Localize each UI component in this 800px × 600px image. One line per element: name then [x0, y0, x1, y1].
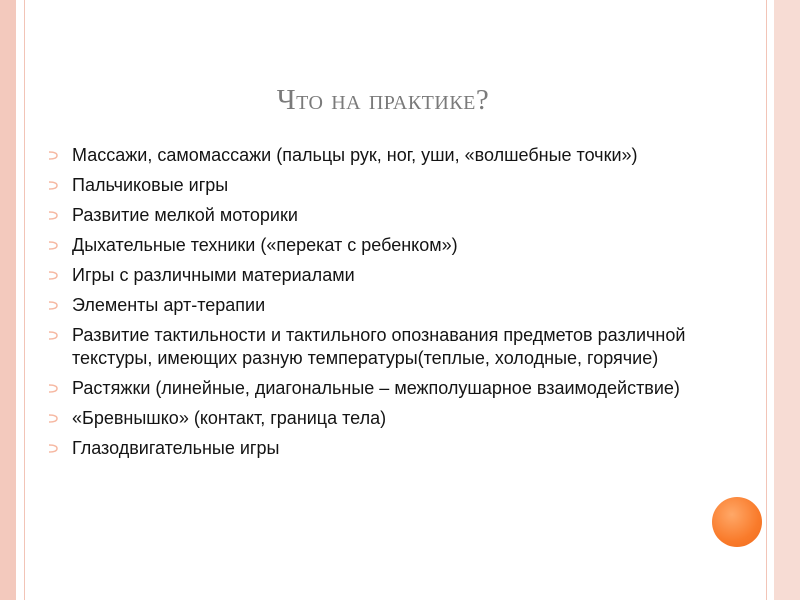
curly-bullet-icon: [48, 181, 59, 190]
list-item: [48, 144, 748, 167]
bullet-list: [48, 144, 748, 467]
curly-bullet-icon: [48, 211, 59, 220]
list-item-text: Развитие мелкой моторики: [72, 205, 298, 225]
list-item: [48, 437, 748, 460]
curly-bullet-icon: [48, 241, 59, 250]
list-item: [48, 264, 748, 287]
list-item-text: Игры с различными материалами: [72, 265, 355, 285]
list-item: [48, 174, 748, 197]
list-item: [48, 204, 748, 227]
slide-title: Что на практике?: [276, 84, 490, 116]
curly-bullet-icon: [48, 301, 59, 310]
list-item-text: Развитие тактильности и тактильного опознавания предметов различной текстуры, имеющих разную температуры(теплые, холодные, горячие): [72, 325, 686, 368]
list-item-text: Дыхательные техники («перекат с ребенком»): [72, 235, 458, 255]
list-item-text: Элементы арт-терапии: [72, 295, 266, 315]
list-item-text: Массажи, самомассажи (пальцы рук, ног, уши, «волшебные точки»): [72, 145, 638, 165]
list-item-text: Растяжки (линейные, диагональные – межполушарное взаимодействие): [72, 378, 680, 398]
list-item: [48, 377, 748, 400]
list-item-text: «Бревнышко» (контакт, граница тела): [72, 408, 387, 428]
list-item: [48, 324, 748, 370]
curly-bullet-icon: [48, 271, 59, 280]
list-item: [48, 407, 748, 430]
curly-bullet-icon: [48, 414, 59, 423]
list-item: [48, 294, 748, 317]
curly-bullet-icon: [48, 151, 59, 160]
list-item: [48, 234, 748, 257]
curly-bullet-icon: [48, 384, 59, 393]
curly-bullet-icon: [48, 331, 59, 340]
list-item-text: Пальчиковые игры: [72, 175, 229, 195]
orange-circle-icon: [712, 497, 762, 547]
right-border-line: [766, 0, 767, 600]
curly-bullet-icon: [48, 444, 59, 453]
right-border-band: [774, 0, 800, 600]
list-item-text: Глазодвигательные игры: [72, 438, 280, 458]
